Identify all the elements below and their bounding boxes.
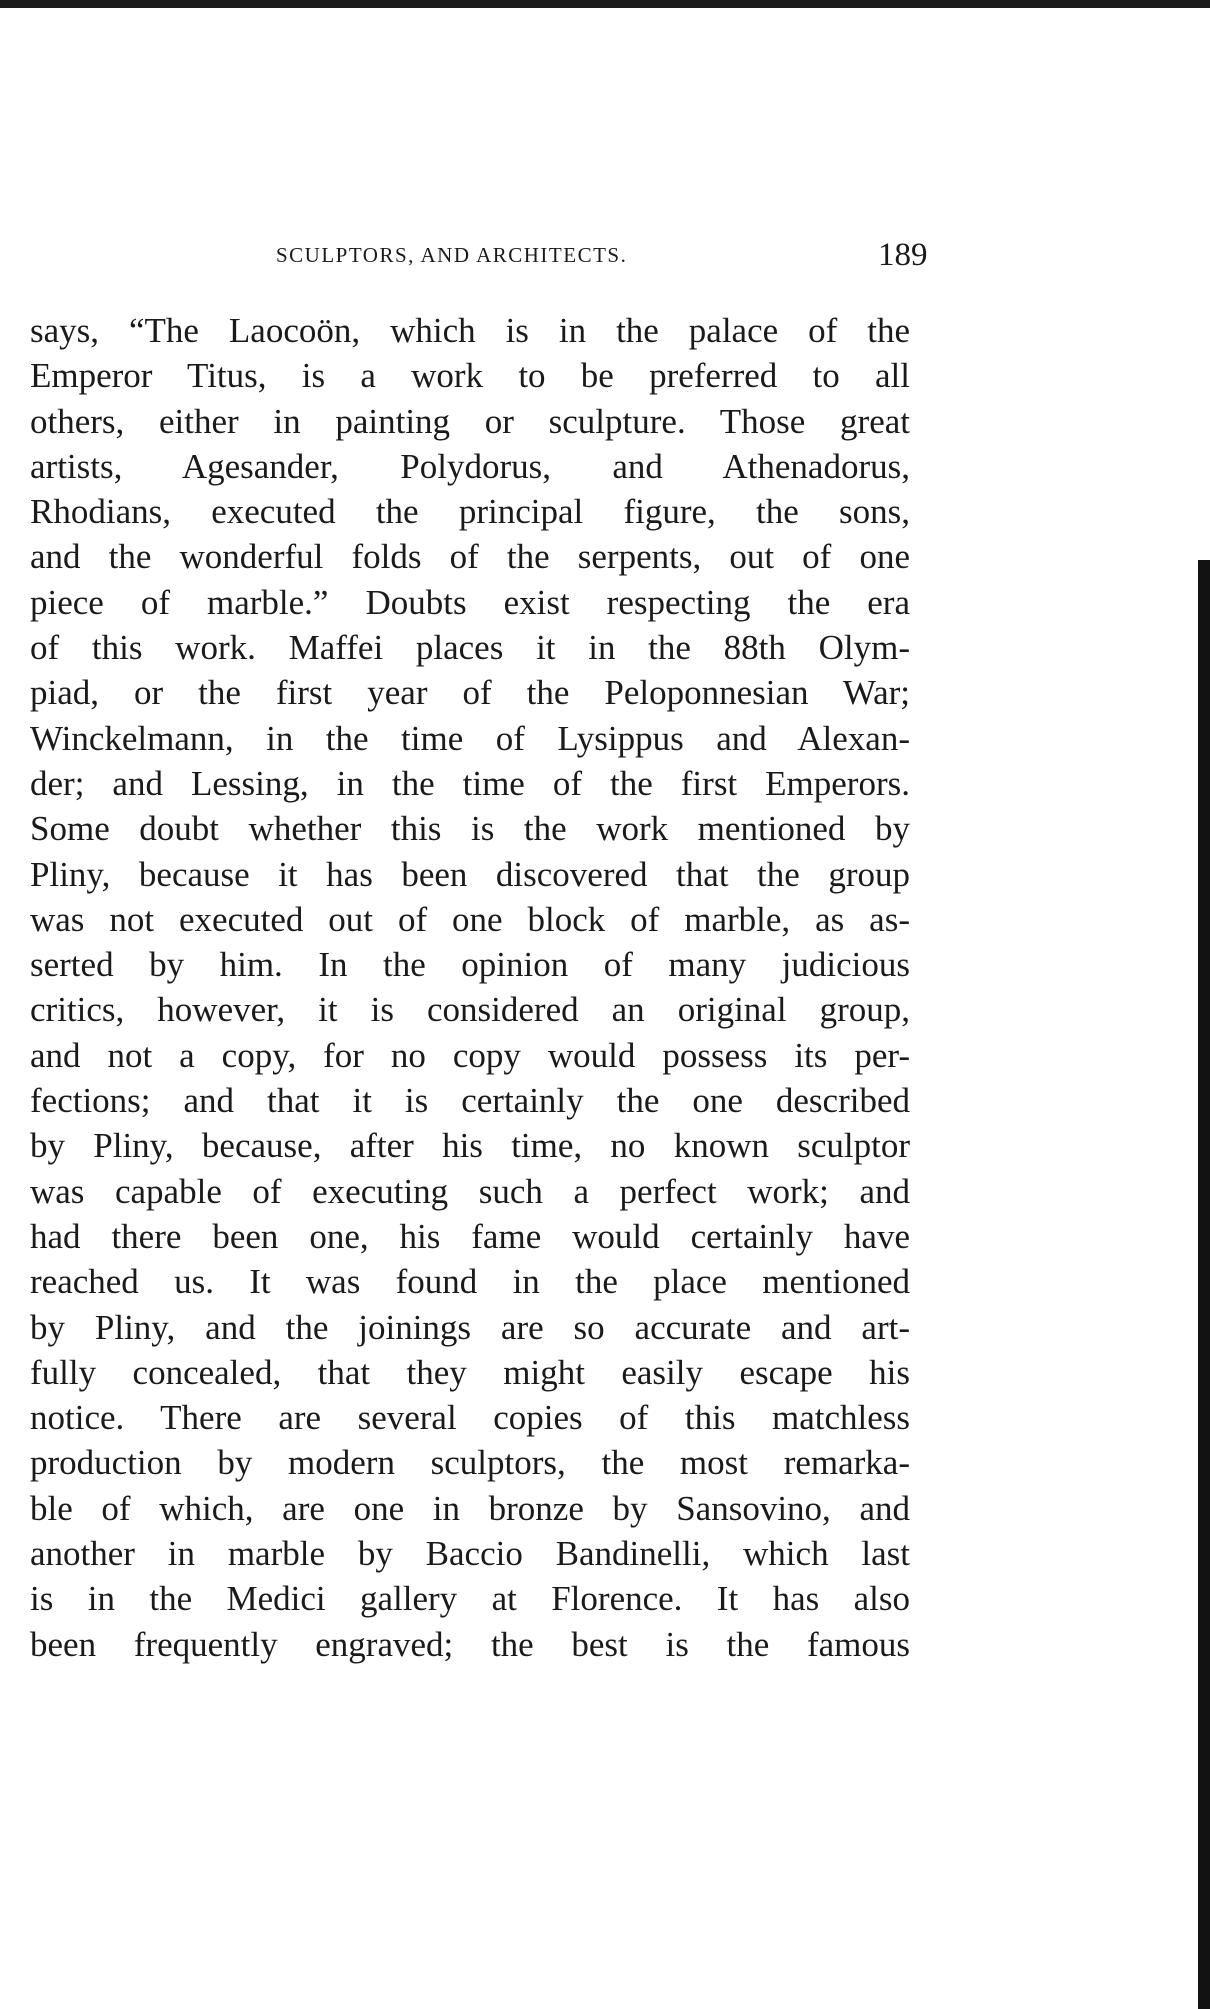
text-line: was not executed out of one block of marble, as as-	[30, 899, 910, 939]
text-line: another in marble by Baccio Bandinelli, which last	[30, 1534, 910, 1574]
page-header	[30, 230, 940, 290]
text-line: ble of which, are one in bronze by Sansovino, and	[30, 1488, 910, 1528]
text-line: Emperor Titus, is a work to be preferred to all	[30, 356, 910, 396]
text-line: serted by him. In the opinion of many judicious	[30, 945, 910, 985]
text-line: Rhodians, executed the principal figure, the sons,	[30, 492, 910, 532]
running-title: SCULPTORS, AND ARCHITECTS.	[276, 243, 628, 267]
text-line: piad, or the first year of the Peloponnesian War;	[30, 673, 910, 713]
book-page	[30, 230, 940, 1667]
text-line: fully concealed, that they might easily escape his	[30, 1352, 910, 1392]
text-line: notice. There are several copies of this matchless	[30, 1398, 910, 1438]
text-line: reached us. It was found in the place mentioned	[30, 1262, 910, 1302]
page-number: 189	[878, 237, 928, 273]
text-line: production by modern sculptors, the most remarka-	[30, 1443, 910, 1483]
scan-right-edge	[1198, 560, 1210, 2009]
text-line: is in the Medici gallery at Florence. It has also	[30, 1579, 910, 1619]
text-line: and the wonderful folds of the serpents, out of one	[30, 537, 910, 577]
text-line: critics, however, it is considered an original group,	[30, 990, 910, 1030]
text-line: others, either in painting or sculpture. Those great	[30, 401, 910, 441]
text-line: had there been one, his fame would certainly have	[30, 1216, 910, 1256]
text-line: says, “The Laocoön, which is in the palace of the	[30, 311, 910, 350]
text-line: piece of marble.” Doubts exist respecting the era	[30, 582, 910, 622]
text-line: of this work. Maffei places it in the 88th Olym-	[30, 628, 910, 668]
text-line: Winckelmann, in the time of Lysippus and Alexan-	[30, 718, 910, 758]
text-line: by Pliny, because, after his time, no known sculptor	[30, 1126, 910, 1166]
text-line: Some doubt whether this is the work mentioned by	[30, 809, 910, 849]
text-line: Pliny, because it has been discovered that the group	[30, 854, 910, 894]
text-line: was capable of executing such a perfect work; and	[30, 1171, 910, 1211]
text-line: by Pliny, and the joinings are so accurate and art-	[30, 1307, 910, 1347]
text-line: been frequently engraved; the best is the famous	[30, 1624, 910, 1664]
text-line: artists, Agesander, Polydorus, and Athenadorus,	[30, 446, 910, 486]
text-line: fections; and that it is certainly the one described	[30, 1081, 910, 1121]
scan-top-edge	[0, 0, 1210, 8]
body-text	[30, 308, 940, 1667]
text-line: der; and Lessing, in the time of the first Emperors.	[30, 763, 910, 803]
text-line: and not a copy, for no copy would possess its per-	[30, 1035, 910, 1075]
